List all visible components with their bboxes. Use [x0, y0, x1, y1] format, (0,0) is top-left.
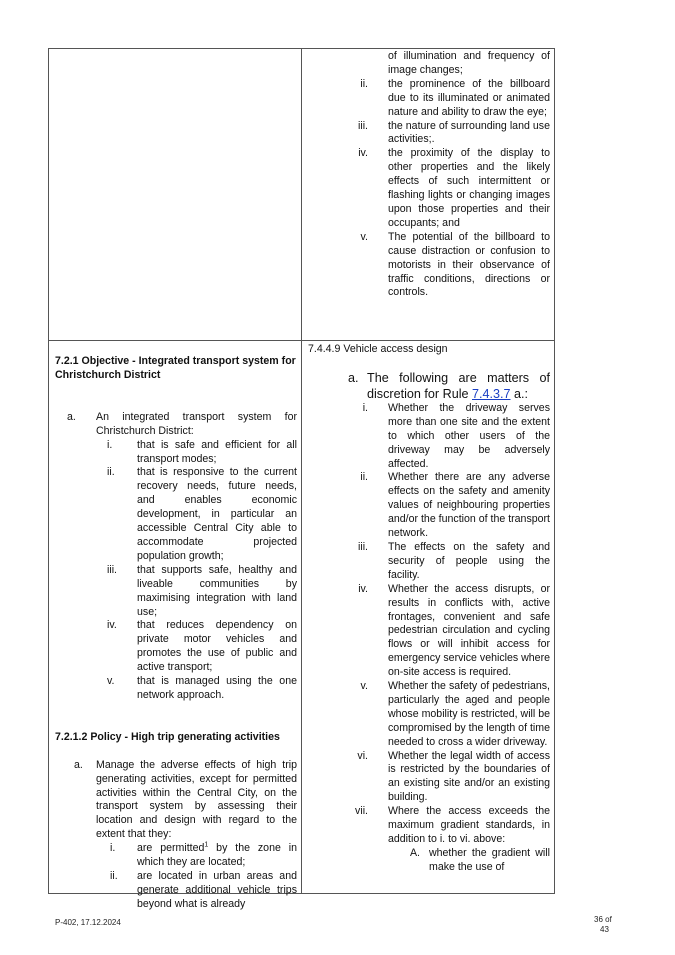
list-text: the proximity of the display to other properties and the likely effects of such intermittent or flashing lights or changing images upon those properties and their occupants; and: [388, 147, 550, 229]
list-number: ii.: [107, 466, 115, 479]
list-text: Whether there are any adverse effects on the safety and amenity values of neighbouring properties and/or the function of the transport network.: [388, 471, 550, 540]
list-item: [55, 870, 297, 912]
sub-list-item: [308, 847, 550, 875]
list-text: [137, 842, 297, 870]
item-text-end: by the zone in which they are located;: [137, 842, 297, 869]
list-text: Manage the adverse effects of high trip generating activities, except for permitted activities within the Central City, on the transport system by assessing their location and design with regard to the extent that they:: [96, 758, 297, 841]
page-number-line1: 36 of: [594, 915, 612, 924]
list-number: i.: [107, 438, 113, 451]
list-number: a.: [67, 410, 76, 423]
list-number: ii.: [360, 77, 368, 90]
policy-item-a: [55, 759, 297, 842]
list-number: v.: [360, 680, 368, 693]
list-text: An integrated transport system for Christchurch District:: [96, 410, 297, 437]
list-number: iii.: [357, 119, 368, 132]
page-number: [594, 915, 634, 935]
list-text: that reduces dependency on private motor vehicles and promotes the use of public and active transport;: [137, 619, 297, 674]
list-number: iii.: [107, 563, 118, 576]
policy-heading: 7.2.1.2 Policy - High trip generating activities: [55, 730, 280, 743]
list-item: [308, 120, 550, 148]
list-item: [308, 750, 550, 806]
list-text: Where the access exceeds the maximum gradient standards, in addition to i. to vi. above:: [388, 805, 550, 845]
list-item: [308, 541, 550, 583]
list-number: ii.: [360, 471, 368, 484]
list-item: [55, 842, 297, 870]
list-text: that is safe and efficient for all transport modes;: [137, 438, 297, 465]
footnote-marker[interactable]: 1: [204, 841, 209, 849]
page-number-line2: 43: [600, 925, 609, 934]
table-column-divider: [301, 48, 302, 894]
list-item: [55, 619, 297, 675]
list-text: the prominence of the billboard due to its illuminated or animated nature and ability to draw the eye;: [388, 77, 550, 118]
list-item: [308, 78, 550, 120]
table-border-left: [48, 48, 49, 894]
list-text: whether the gradient will make the use of: [429, 846, 550, 873]
list-text: Whether the driveway serves more than one site and the extent to which other users of the driveway may be adversely affected.: [388, 401, 550, 470]
list-item: [55, 439, 297, 467]
list-number: vi.: [357, 749, 368, 762]
list-number: v.: [107, 675, 115, 688]
list-item: [308, 147, 550, 230]
list-item: [308, 805, 550, 847]
list-item: [55, 564, 297, 620]
list-text: that is responsive to the current recovery needs, future needs, and enables economic development, in particular an accessible Central City able to accommodate projected population growth;: [137, 466, 297, 562]
list-number: a.: [348, 370, 359, 385]
list-item: [55, 466, 297, 563]
list-item: [55, 675, 297, 703]
list-text: are located in urban areas and generate additional vehicle trips beyond what is already: [137, 870, 297, 910]
list-item: [308, 231, 550, 301]
list-text: Whether the access disrupts, or results in conflicts with, active frontages, convenient and safe pedestrian circulation and cycling flows or will inhibit access for emergency service vehicles where on-site access is required.: [388, 582, 550, 679]
list-number: i.: [110, 842, 116, 855]
list-number: i.: [362, 401, 368, 414]
list-number: iv.: [358, 582, 368, 595]
vehicle-access-heading: 7.4.4.9 Vehicle access design: [308, 343, 448, 355]
list-text: Whether the safety of pedestrians, particularly the aged and people whose mobility is restricted, will be compromised by the length of time needed to cross a wider driveway.: [388, 680, 550, 748]
document-reference: P-402, 17.12.2024: [55, 918, 121, 927]
list-item: [308, 402, 550, 472]
vehicle-access-item-a: [308, 370, 550, 402]
table-border-right: [554, 48, 555, 894]
list-text: the nature of surrounding land use activities;.: [388, 119, 550, 146]
vehicle-access-cell: [308, 343, 550, 875]
continuation-text: of illumination and frequency of image changes;: [388, 50, 550, 76]
list-item: [308, 680, 550, 750]
list-text: The effects on the safety and security of people using the facility.: [388, 540, 550, 581]
list-text: that is managed using the one network approach.: [137, 675, 297, 701]
list-number: iv.: [358, 147, 368, 160]
rule-link[interactable]: 7.4.3.7: [472, 386, 511, 401]
list-number: iv.: [107, 619, 117, 632]
list-number: ii.: [110, 870, 118, 882]
list-number: A.: [409, 846, 420, 859]
objective-heading: 7.2.1 Objective - Integrated transport system for Christchurch District: [55, 355, 296, 381]
list-item: [308, 471, 550, 541]
list-number: a.: [74, 758, 83, 771]
list-text: that supports safe, healthy and liveable communities by maximising integration with land use;: [137, 563, 297, 618]
objective-policy-cell: [55, 355, 297, 912]
list-number: iii.: [357, 540, 368, 553]
item-text-end: a.:: [510, 386, 529, 401]
list-text: The potential of the billboard to cause distraction or confusion to motorists in their observance of traffic conditions, directions or controls.: [388, 230, 550, 299]
item-text-start: are permitted: [137, 842, 205, 855]
item-text-start: The following are matters of discretion for Rule: [367, 370, 550, 401]
list-text: Whether the legal width of access is restricted by the boundaries of an existing site and/or an existing building.: [388, 749, 550, 804]
objective-item-a: [55, 411, 297, 439]
list-text: [367, 370, 550, 402]
list-number: vii.: [355, 805, 368, 818]
list-item: [308, 583, 550, 680]
list-number: v.: [360, 230, 368, 243]
